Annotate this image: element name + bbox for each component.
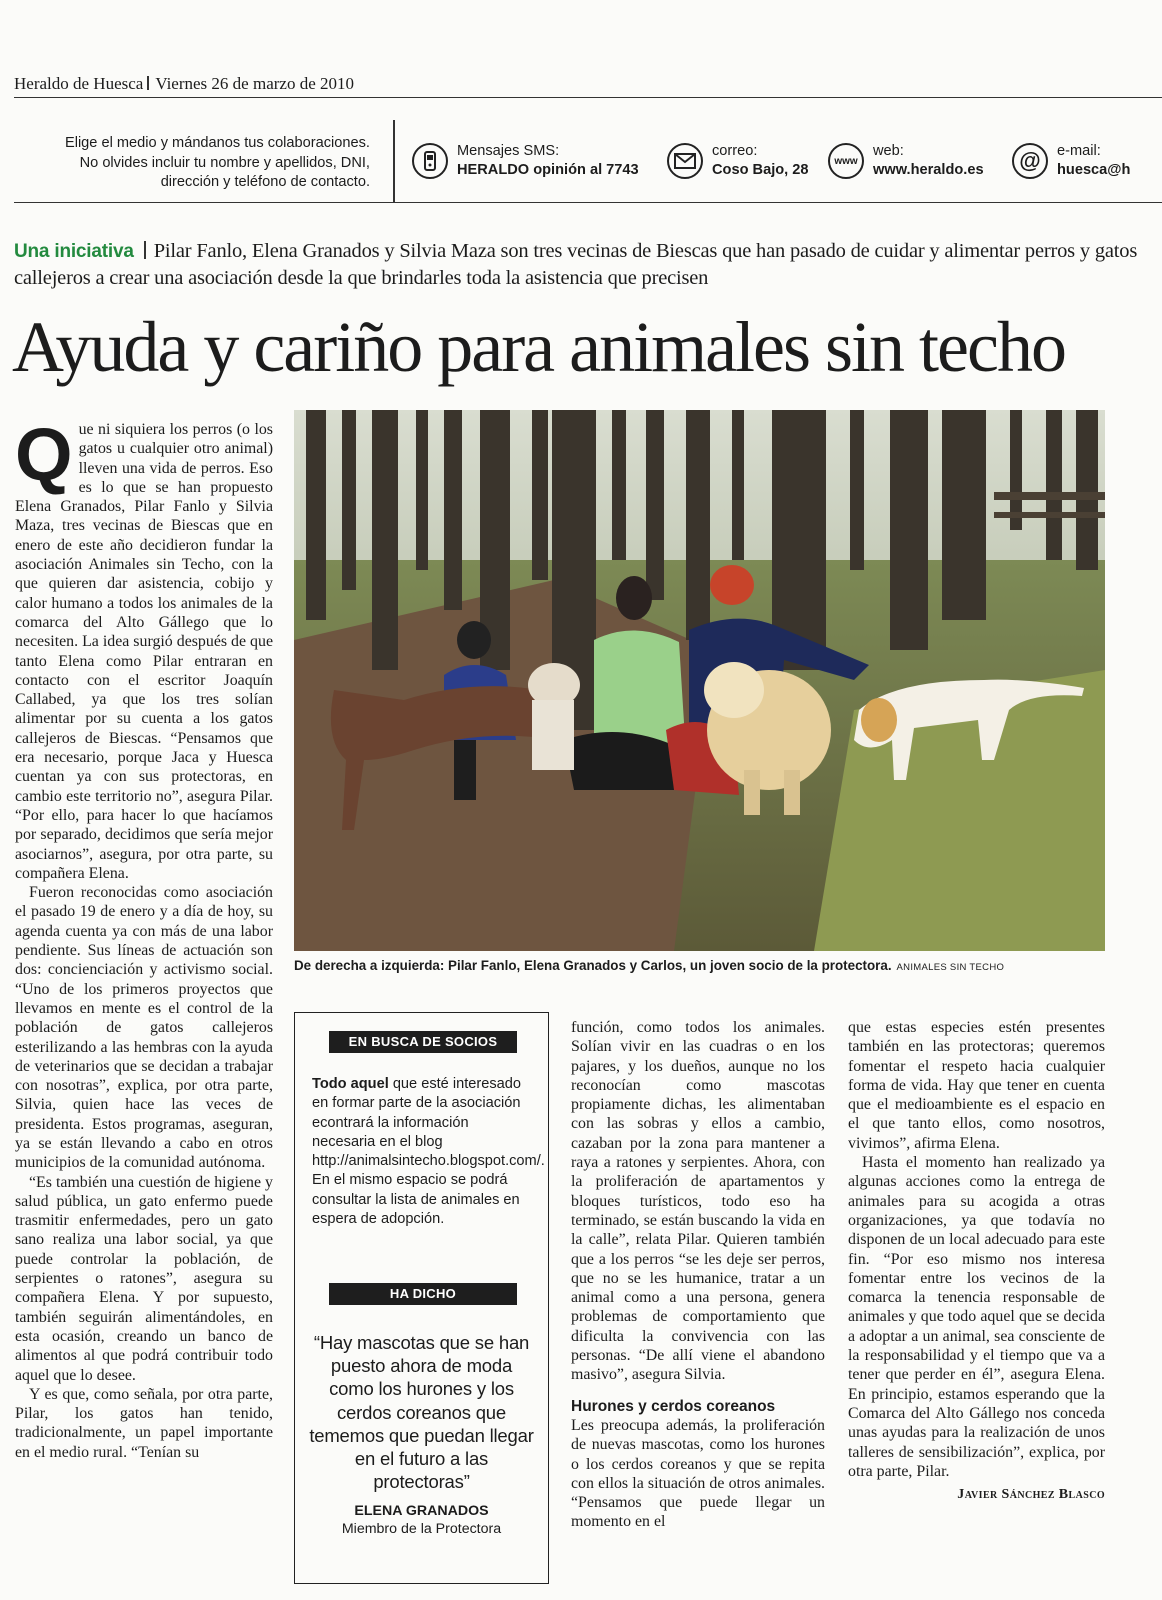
issue-date: Viernes 26 de marzo de 2010: [155, 74, 354, 93]
web-icon: www: [828, 143, 864, 179]
article-paragraph: función, como todos los animales. Solían vivir en las cuadras o en los pajares, y los dueños, aunque no los reconocían como mascotas propiamente dichas, les alimentaban con las sobras y ellos a cambio, cazaban por la zona para mantener a raya a ratones y serpientes. Ahora, con la proliferación de apartamentos y bloques turísticos, todo eso ha terminado, se están buscando la vida en la calle”, relata Pilar. Quieren también que a los perros “se les deje ser perros, que no se les humanice, tratar a un animal como a una persona, genera problemas de comportamiento que dificulta la convivencia con las personas. “De allí viene el abandono masivo”, asegura Silvia.: [571, 1019, 825, 1384]
quote-author-role: Miembro de la Protectora: [341, 1521, 502, 1537]
article-subhead: Hurones y cerdos coreanos: [571, 1397, 776, 1415]
kicker: [14, 238, 1139, 291]
sidebar-label-socios: EN BUSCA DE SOCIOS: [329, 1031, 517, 1053]
article-photo: [294, 410, 1105, 951]
contact-divider: [393, 120, 395, 202]
drop-cap: Q: [15, 413, 73, 496]
contact-strip: [14, 100, 1162, 203]
contact-email: @ e-mail: huesca@h: [1012, 142, 1130, 180]
article-paragraph: Fueron reconocidas como asociación el pasado 19 de enero y a día de hoy, su agenda cuenta ya con más de una labor pendiente. Sus líneas de actuación son dos: concienciación y activismo social. “Uno de los primeros proyectos que llevamos en mente es el control de la población de gatos callejeros esterilizando a las hembras con la ayuda de veterinarios que se decidan a trabajar con nosotras”, explica, por otra parte, Silvia, quien hace las veces de presidenta. Estos programas, aseguran, ya se están llevando a cabo en otros municipios de la comunidad autónoma.: [15, 884, 273, 1172]
article-paragraph: Les preocupa además, la proliferación de nuevas mascotas, como los hurones o los cerdos coreanos y que se repita con ellos la situación de otros animales. “Pensamos que puede llegar un momento en el: [571, 1416, 825, 1531]
masthead-divider: [147, 76, 149, 90]
article-column-3: [571, 1018, 825, 1532]
contact-mail: correo: Coso Bajo, 28: [667, 142, 809, 180]
contact-invite: Elige el medio y mándanos tus colaboraciones. No olvides incluir tu nombre y apellidos, DNI, dirección y teléfono de contacto.: [64, 135, 370, 190]
masthead: [14, 74, 1162, 98]
forest-photo-illustration: [294, 410, 1105, 951]
article-paragraph: Que ni siquiera los perros (o los gatos u cualquier otro animal) lleven una vida de perros. Eso es lo que se han propuesto Elena Granados, Pilar Fanlo y Silvia Maza, tres vecinas de Biescas que en enero de este año decidieron fundar la asociación Animales sin Techo, con la que quieren dar asistencia, cobijo y calor humano a todos los animales de la comarca del Alto Gállego que lo necesiten. La idea surgió después de que tanto Elena como Pilar entraran en contacto con el escritor Joaquín Callabed, ya que los tres solían alimentar por su cuenta a los gatos callejeros de Biescas. “Pensamos que era necesario, porque Jaca y Huesca cuentan ya con sus protectoras, en cambio este territorio no”, asegura Pilar. “Por ello, para hacer lo que hacíamos por separado, decidimos que sería mejor asociarnos”, asegura, por otra parte, su compañera Elena.: [15, 413, 273, 882]
article-paragraph: “Es también una cuestión de higiene y salud pública, un gato enfermo puede trasmitir enfermedades, pero un gato sano realiza una labor social, ya que puede controlar la población, de serpientes o ratones”, asegura su compañera Elena. Y por supuesto, también seguirán alimentándoles, en esta ocasión, creando un banco de alimentos al que podrá contribuir todo aquel que lo desee.: [15, 1173, 273, 1384]
mobile-phone-icon: [412, 143, 448, 179]
article-column-4: [848, 1018, 1105, 1504]
kicker-divider: [144, 241, 146, 259]
article-column-1: [15, 413, 273, 1462]
byline: Javier Sánchez Blasco: [957, 1487, 1105, 1503]
photo-credit: ANIMALES SIN TECHO: [896, 962, 1005, 973]
pull-quote: “Hay mascotas que se han puesto ahora de moda como los hurones y los cerdos coreanos que tememos que puedan llegar en el futuro a las protectoras”: [309, 1332, 534, 1493]
at-sign-icon: @: [1012, 143, 1048, 179]
sidebar-box: [294, 1012, 549, 1584]
envelope-icon: [667, 143, 703, 179]
quote-author: ELENA GRANADOS: [354, 1503, 489, 1519]
kicker-text: Pilar Fanlo, Elena Granados y Silvia Maza son tres vecinas de Biescas que han pasado de cuidar y alimentar perros y gatos callejeros a crear una asociación desde la que brindarles toda la asistencia que precisen: [14, 240, 1138, 289]
headline: Ayuda y cariño para animales sin techo: [12, 307, 1065, 387]
contact-sms: Mensajes SMS: HERALDO opinión al 7743: [412, 142, 639, 180]
section-tag: Una iniciativa: [14, 241, 134, 262]
photo-caption: De derecha a izquierda: Pilar Fanlo, Elena Granados y Carlos, un joven socio de la protectora. ANIMALES SIN TECHO: [294, 958, 1005, 973]
sidebar-text: Todo aquel que esté interesado en formar parte de la asociación econtrará la información necesaria en el blog http://animalsintecho.blogspot.com/. En el mismo espacio se podrá consultar la lista de animales en espera de adopción.: [312, 1076, 545, 1228]
article-paragraph: Y es que, como señala, por otra parte, Pilar, los gatos han tenido, tradicionalmente, un papel importante en el medio rural. “Tenían su: [15, 1385, 273, 1461]
article-paragraph: Hasta el momento han realizado ya algunas acciones como la entrega de animales para su acogida a otras organizaciones, ya que todavía no disponen de un local adecuado para este fin. “Por eso mismo nos interesa fomentar entre los vecinos de la comarca la tenencia responsable de animales y que todo aquel que se decida a adoptar a un animal, sea consciente de la responsabilidad y el tiempo que va a tener que perder en él”, asegura Elena. En principio, estamos esperando que la Comarca del Alto Gállego nos conceda unas ayudas para la realización de unos talleres de sensibilización”, explica, por otra parte, Pilar.: [848, 1154, 1105, 1480]
article-paragraph: que estas especies estén presentes también en las protectoras; queremos fomentar el respeto hacia cualquier forma de vida. Hay que tener en cuenta que el medioambiente es el espacio en el que tanto ellos, como nosotros, vivimos”, afirma Elena.: [848, 1019, 1105, 1152]
contact-web: www web: www.heraldo.es: [828, 142, 984, 180]
sidebar-label-ha-dicho: HA DICHO: [329, 1283, 517, 1305]
paper-name: Heraldo de Huesca: [14, 74, 144, 93]
